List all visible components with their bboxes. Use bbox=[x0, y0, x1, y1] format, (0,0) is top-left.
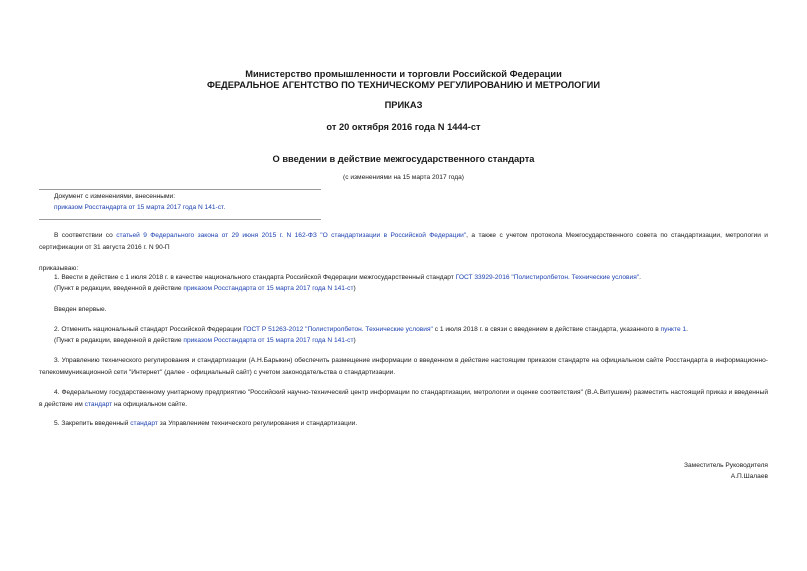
item-4-standard-link[interactable]: стандарт bbox=[84, 400, 113, 408]
preamble-text: В соответствии со bbox=[54, 232, 117, 239]
item-2-note-end: ) bbox=[353, 337, 356, 344]
item-5 bbox=[39, 418, 768, 430]
item-5-standard-link[interactable]: стандарт bbox=[130, 420, 158, 427]
item-1-note-text: (Пункт в редакции, введенной в действие bbox=[54, 285, 184, 292]
item-1 bbox=[39, 272, 768, 284]
item-2-note-text: (Пункт в редакции, введенной в действие bbox=[54, 337, 184, 344]
item-5-text: 5. Закрепить введенный bbox=[54, 420, 131, 427]
item-2-end: . bbox=[686, 326, 688, 333]
preamble-paragraph bbox=[39, 230, 768, 253]
item-2 bbox=[39, 324, 768, 336]
changes-box-link[interactable]: приказом Росстандарта от 15 марта 2017 года N 141-ст. bbox=[54, 204, 226, 211]
preamble-text-end: , а также с учетом протокола Межгосударственного совета по стандартизации, метрологии и сертификации от 31 августа 2016 г. N 90-П bbox=[39, 232, 768, 251]
changes-box-bottom-rule bbox=[39, 219, 321, 220]
signature-name: А.П.Шалаев bbox=[730, 473, 768, 480]
document-date-number: от 20 октября 2016 года N 1444-ст bbox=[326, 122, 481, 132]
federal-law-link[interactable]: статьей 9 Федерального закона от 29 июня 2015 г. N 162-ФЗ "О стандартизации в Российской Федерации" bbox=[116, 232, 467, 239]
item-1-note-link[interactable]: приказом Росстандарта от 15 марта 2017 года N 141-ст bbox=[183, 285, 354, 292]
orders-label: приказываю: bbox=[39, 265, 79, 272]
item-5-end: за Управлением технического регулирования и стандартизации. bbox=[157, 420, 358, 427]
item-1-note bbox=[54, 283, 356, 295]
point-1-link[interactable]: пункте 1 bbox=[660, 326, 687, 333]
item-1-text: 1. Ввести в действие с 1 июля 2018 г. в качестве национального стандарта Российской Федерации межгосударственный стандарт bbox=[54, 274, 456, 281]
agency-name: ФЕДЕРАЛЬНОЕ АГЕНТСТВО ПО ТЕХНИЧЕСКОМУ РЕГУЛИРОВАНИЮ И МЕТРОЛОГИИ bbox=[206, 80, 601, 90]
item-2-note-link[interactable]: приказом Росстандарта от 15 марта 2017 года N 141-ст bbox=[183, 337, 354, 344]
document-title: О введении в действие межгосударственного стандарта bbox=[272, 154, 535, 164]
gost-r-51263-link[interactable]: ГОСТ Р 51263-2012 "Полистиролбетон. Технические условия" bbox=[243, 326, 433, 333]
item-1-end: . bbox=[639, 274, 641, 281]
item-2-note bbox=[54, 335, 356, 347]
introduced-note: Введен впервые. bbox=[54, 306, 107, 313]
gost-33929-link[interactable]: ГОСТ 33929-2016 "Полистиролбетон. Технические условия" bbox=[455, 274, 640, 281]
amendment-note: (с изменениями на 15 марта 2017 года) bbox=[343, 174, 464, 181]
signature-position: Заместитель Руководителя bbox=[684, 462, 768, 469]
item-4-text: 4. Федеральному государственному унитарному предприятию "Российский научно-технический центр информации по стандартизации, метрологии и оценке соответствия" (В.А.Витушкин) разместить настоящий приказ и введенный в действие им bbox=[39, 389, 768, 408]
item-4-end: на официальном сайте. bbox=[112, 400, 188, 408]
document-type: ПРИКАЗ bbox=[384, 100, 423, 110]
ministry-name: Министерство промышленности и торговли Российской Федерации bbox=[245, 69, 562, 79]
item-2-text: 2. Отменить национальный стандарт Российской Федерации bbox=[54, 326, 244, 333]
item-4 bbox=[39, 387, 768, 410]
item-1-note-end: ) bbox=[353, 285, 356, 292]
changes-box-top-rule bbox=[39, 189, 321, 190]
item-2-text-mid: с 1 июля 2018 г. в связи с введением в действие стандарта, указанного в bbox=[432, 326, 661, 333]
changes-box-line: Документ с изменениями, внесенными: bbox=[54, 193, 176, 200]
item-3: 3. Управлению технического регулирования и стандартизации (А.Н.Барыкин) обеспечить размещение информации о введенном в действие настоящим приказом стандарте на официальном сайте Росстандарта в информационно-телекоммуникационной сети "Интернет" (далее - официальный сайт) с учетом законодательства о стандартизации. bbox=[39, 357, 768, 376]
